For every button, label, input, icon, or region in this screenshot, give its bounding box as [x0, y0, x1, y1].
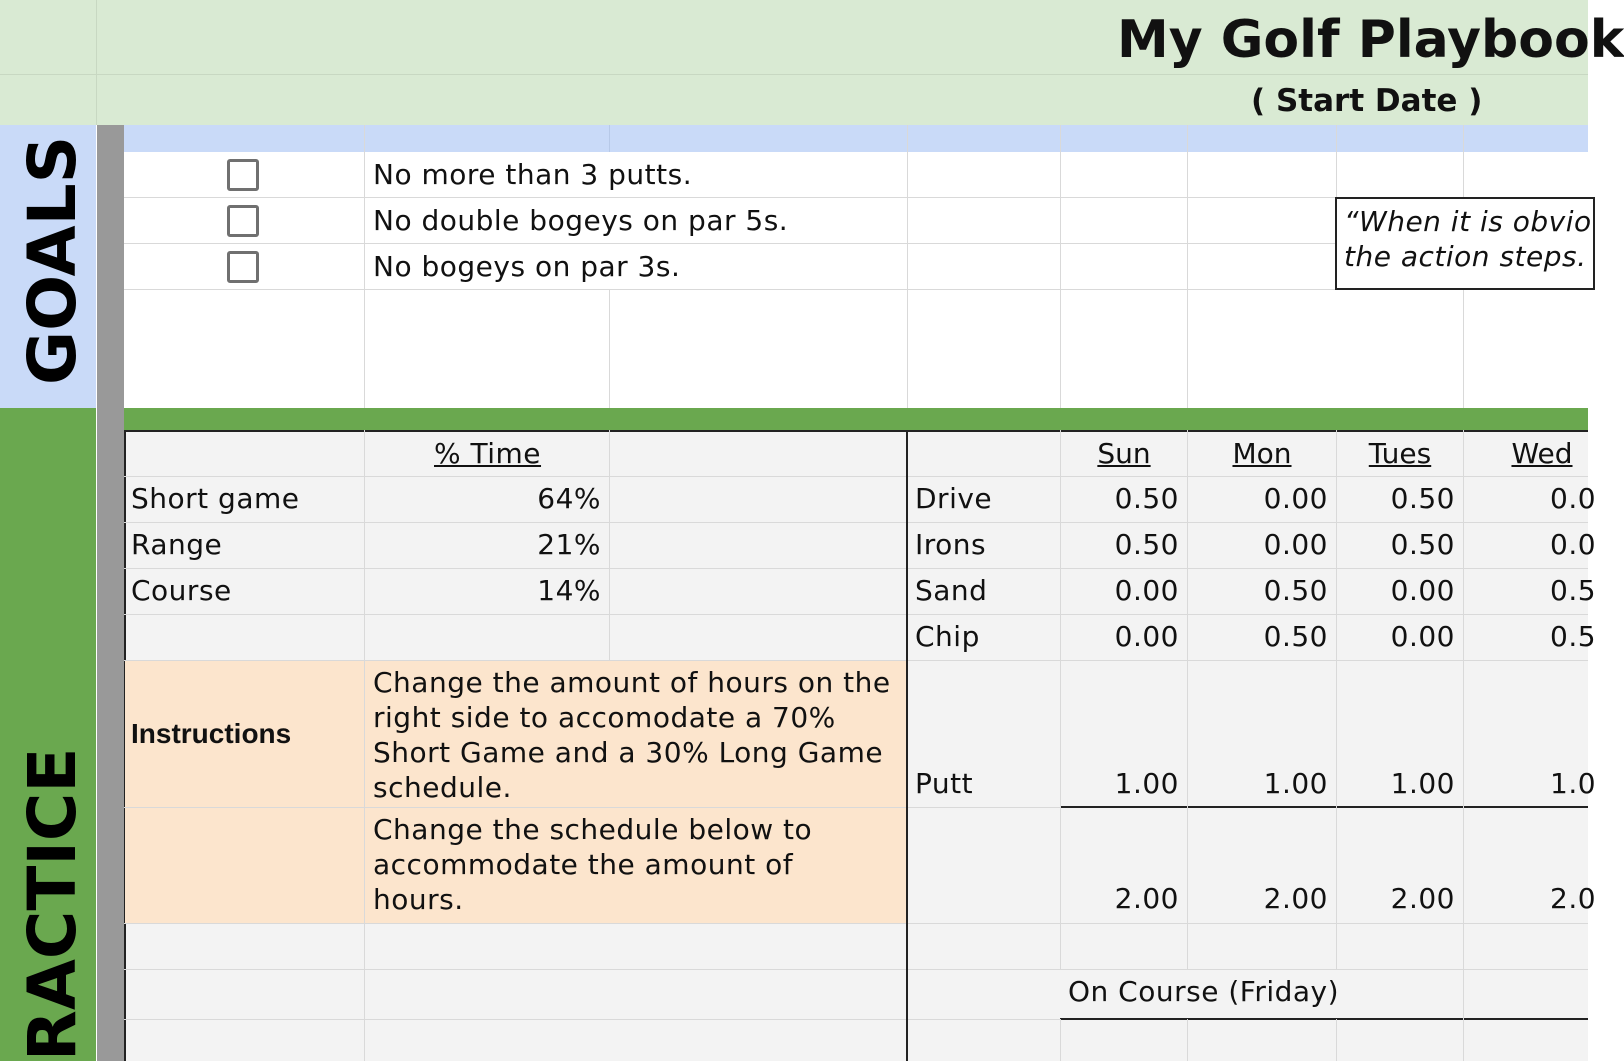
- goal-checkbox-2[interactable]: [227, 205, 259, 237]
- schedule-label-sand[interactable]: Sand: [915, 574, 988, 607]
- schedule-label-irons[interactable]: Irons: [915, 528, 987, 561]
- allocation-value-course[interactable]: 14%: [537, 574, 601, 607]
- page-title[interactable]: My Golf Playbook: [1117, 10, 1624, 70]
- goal-text-3[interactable]: No bogeys on par 3s.: [373, 250, 681, 283]
- schedule-label-drive[interactable]: Drive: [915, 482, 993, 515]
- schedule-cell[interactable]: 1.00: [1114, 767, 1179, 800]
- instructions-text-1-line-2: right side to accomodate a 70%: [373, 701, 836, 734]
- schedule-label-chip[interactable]: Chip: [915, 620, 980, 653]
- gutter-column: [97, 125, 124, 1061]
- goal-text-1[interactable]: No more than 3 putts.: [373, 158, 693, 191]
- schedule-total[interactable]: 2.0: [1550, 882, 1597, 915]
- schedule-cell[interactable]: 0.50: [1263, 574, 1328, 607]
- quote-line-1: “When it is obvio: [1344, 205, 1592, 238]
- schedule-cell[interactable]: 1.0: [1550, 767, 1597, 800]
- schedule-cell[interactable]: 0.50: [1263, 620, 1328, 653]
- section-divider: [124, 408, 1588, 430]
- goals-header-strip: [124, 125, 1588, 152]
- day-header-wed[interactable]: Wed: [1511, 437, 1573, 470]
- allocation-label-short-game[interactable]: Short game: [131, 482, 300, 515]
- schedule-label-putt[interactable]: Putt: [915, 767, 974, 800]
- schedule-cell[interactable]: 0.00: [1263, 528, 1328, 561]
- goal-checkbox-1[interactable]: [227, 159, 259, 191]
- start-date[interactable]: ( Start Date ): [1251, 83, 1483, 119]
- instructions-text-1-line-1[interactable]: Change the amount of hours on the: [373, 666, 891, 699]
- schedule-cell[interactable]: 0.50: [1114, 528, 1179, 561]
- schedule-cell[interactable]: 0.00: [1390, 620, 1455, 653]
- goals-side-label: GOALS: [14, 135, 91, 385]
- schedule-cell[interactable]: 0.5: [1550, 574, 1597, 607]
- schedule-total[interactable]: 2.00: [1390, 882, 1455, 915]
- day-header-tues[interactable]: Tues: [1368, 437, 1432, 470]
- time-column-header[interactable]: % Time: [434, 437, 542, 470]
- schedule-cell[interactable]: 0.0: [1550, 482, 1597, 515]
- instructions-text-1-line-3: Short Game and a 30% Long Game: [373, 736, 884, 769]
- schedule-cell[interactable]: 0.50: [1114, 482, 1179, 515]
- day-header-sun[interactable]: Sun: [1097, 437, 1151, 470]
- allocation-label-course[interactable]: Course: [131, 574, 232, 607]
- allocation-value-short-game[interactable]: 64%: [537, 482, 601, 515]
- schedule-cell[interactable]: 0.00: [1390, 574, 1455, 607]
- schedule-total[interactable]: 2.00: [1263, 882, 1328, 915]
- practice-side-label: RACTICE: [14, 747, 91, 1061]
- schedule-cell[interactable]: 1.00: [1390, 767, 1455, 800]
- on-course-label[interactable]: On Course (Friday): [1068, 975, 1340, 1008]
- instructions-label[interactable]: Instructions: [131, 718, 292, 749]
- allocation-label-range[interactable]: Range: [131, 528, 223, 561]
- schedule-cell[interactable]: 0.50: [1390, 482, 1455, 515]
- allocation-value-range[interactable]: 21%: [537, 528, 601, 561]
- instructions-text-2-line-3: hours.: [373, 883, 464, 916]
- schedule-cell[interactable]: 1.00: [1263, 767, 1328, 800]
- schedule-cell[interactable]: 0.00: [1114, 574, 1179, 607]
- schedule-cell[interactable]: 0.0: [1550, 528, 1597, 561]
- day-header-mon[interactable]: Mon: [1232, 437, 1292, 470]
- instructions-text-2-line-1[interactable]: Change the schedule below to: [373, 813, 813, 846]
- quote-line-2: the action steps.: [1344, 240, 1587, 273]
- goal-text-2[interactable]: No double bogeys on par 5s.: [373, 204, 789, 237]
- schedule-cell[interactable]: 0.5: [1550, 620, 1597, 653]
- schedule-cell[interactable]: 0.00: [1114, 620, 1179, 653]
- schedule-cell[interactable]: 0.50: [1390, 528, 1455, 561]
- schedule-total[interactable]: 2.00: [1114, 882, 1179, 915]
- schedule-cell[interactable]: 0.00: [1263, 482, 1328, 515]
- instructions-text-2-line-2: accommodate the amount of: [373, 848, 794, 881]
- goal-checkbox-3[interactable]: [227, 251, 259, 283]
- instructions-text-1-line-4: schedule.: [373, 771, 512, 804]
